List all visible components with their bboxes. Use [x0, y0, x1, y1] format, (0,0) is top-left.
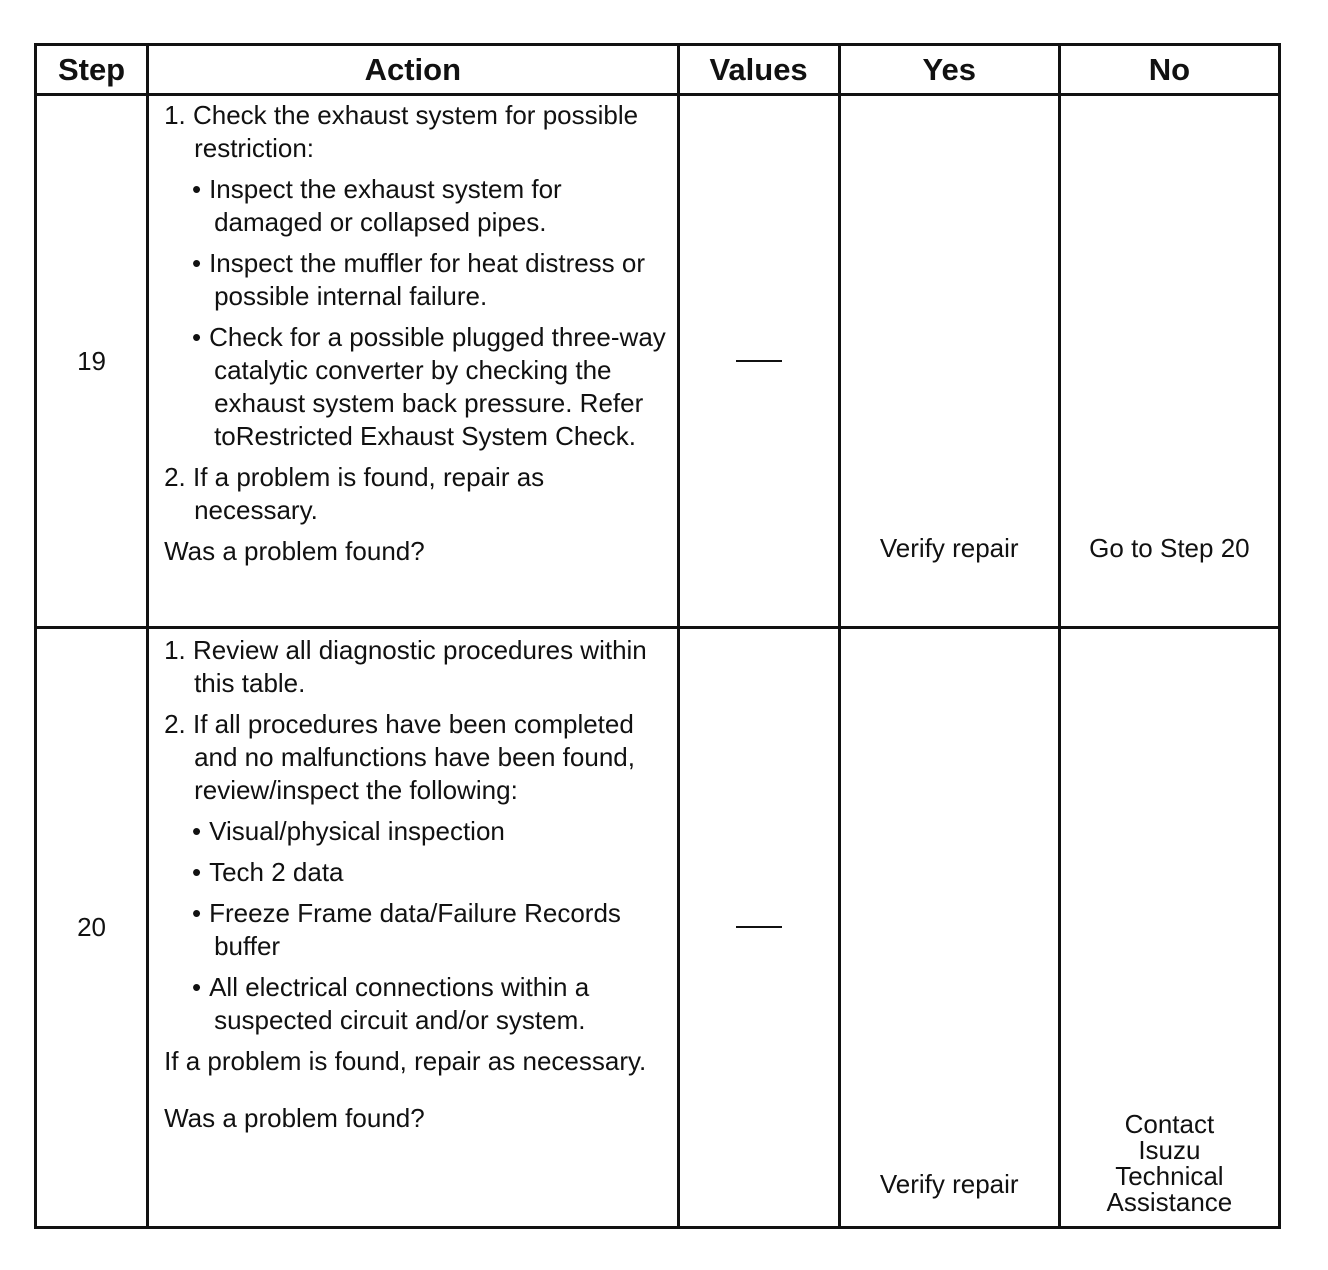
action-item-1: 1. Review all diagnostic procedures within this table. — [164, 635, 647, 698]
no-result-line: Isuzu — [1138, 1135, 1201, 1165]
header-row — [36, 45, 1280, 95]
no-value-dash — [736, 360, 782, 362]
bullet-icon: • — [192, 816, 202, 846]
header-no: No — [1059, 45, 1279, 95]
yes-result: Verify repair — [879, 533, 1019, 563]
action-cell — [148, 95, 678, 628]
action-item-2: 2. If a problem is found, repair as necessary. — [164, 462, 545, 525]
no-result-line: Contact — [1124, 1109, 1215, 1139]
table-row-step-20 — [36, 628, 1280, 1228]
no-result — [1061, 1111, 1278, 1215]
action-question: Was a problem found? — [164, 536, 425, 566]
no-cell — [1059, 628, 1279, 1228]
yes-result: Verify repair — [879, 1169, 1019, 1199]
action-cell — [148, 628, 678, 1228]
action-bullet: • Visual/physical inspection — [164, 815, 666, 848]
yes-cell — [839, 628, 1059, 1228]
values-cell — [678, 628, 839, 1228]
action-question: Was a problem found? — [164, 1103, 425, 1133]
no-result-line: Assistance — [1106, 1187, 1233, 1217]
bullet-icon: • — [192, 322, 202, 352]
header-step: Step — [36, 45, 148, 95]
action-bullet: • Inspect the muffler for heat distress or possible internal failure. — [164, 247, 666, 313]
bullet-icon: • — [192, 972, 202, 1002]
table-row-step-19 — [36, 95, 1280, 628]
step-number: 20 — [36, 628, 148, 1228]
action-bullet: • Tech 2 data — [164, 856, 666, 889]
bullet-icon: • — [192, 248, 202, 278]
values-cell — [678, 95, 839, 628]
action-bullet: • Freeze Frame data/Failure Records buffer — [164, 897, 666, 963]
bullet-icon: • — [192, 857, 202, 887]
header-action: Action — [148, 45, 678, 95]
action-bullet: • Check for a possible plugged three-way catalytic converter by checking the exhaust system back pressure. Refer toRestricted Exhaust System Check. — [164, 321, 666, 453]
bullet-icon: • — [192, 174, 202, 204]
action-bullet: • All electrical connections within a suspected circuit and/or system. — [164, 971, 666, 1037]
no-result-line: Technical — [1115, 1161, 1224, 1191]
action-item-1: 1. Check the exhaust system for possible restriction: — [164, 100, 639, 163]
action-bullet: • Inspect the exhaust system for damaged or collapsed pipes. — [164, 173, 666, 239]
no-result: Go to Step 20 — [1089, 533, 1250, 563]
step-number: 19 — [36, 95, 148, 628]
diagnostic-table — [34, 43, 1281, 1229]
action-item-2: 2. If all procedures have been completed and no malfunctions have been found, review/inspect the following: — [164, 709, 635, 805]
action-note: If a problem is found, repair as necessary. — [164, 1046, 647, 1076]
yes-cell — [839, 95, 1059, 628]
bullet-icon: • — [192, 898, 202, 928]
header-values: Values — [678, 45, 839, 95]
header-yes: Yes — [839, 45, 1059, 95]
no-cell — [1059, 95, 1279, 628]
no-value-dash — [736, 926, 782, 928]
